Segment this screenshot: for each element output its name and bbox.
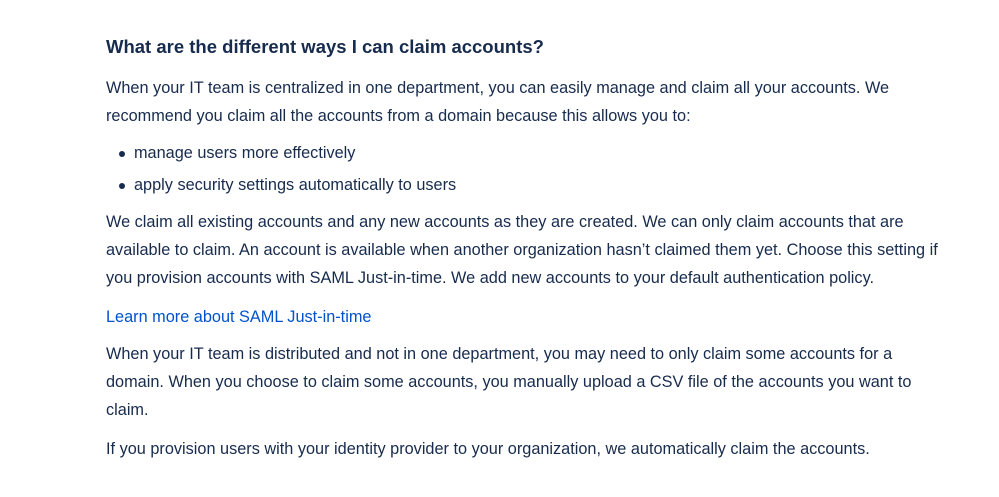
list-item: manage users more effectively <box>134 141 986 165</box>
intro-line-2: recommend you claim all the accounts from a domain because this allows you to: <box>106 107 691 125</box>
claim-all-paragraph <box>106 208 986 292</box>
section-heading: What are the different ways I can claim accounts? <box>106 36 544 57</box>
intro-paragraph <box>106 74 986 130</box>
distributed-paragraph <box>106 340 986 424</box>
distributed-line-3: claim. <box>106 401 149 419</box>
distributed-line-2: domain. When you choose to claim some accounts, you manually upload a CSV file of the accounts you want to <box>106 373 912 391</box>
provision-line: If you provision users with your identity provider to your organization, we automatically claim the accounts. <box>106 440 870 458</box>
list-item: apply security settings automatically to users <box>134 173 986 197</box>
claim-all-line-2: available to claim. An account is available when another organization hasn’t claimed them yet. Choose this setting if <box>106 241 938 259</box>
provision-paragraph <box>106 435 986 463</box>
claim-all-line-1: We claim all existing accounts and any new accounts as they are created. We can only claim accounts that are <box>106 213 904 231</box>
intro-line-1: When your IT team is centralized in one department, you can easily manage and claim all your accounts. We <box>106 79 890 97</box>
benefits-list <box>106 141 986 197</box>
saml-just-in-time-link[interactable]: Learn more about SAML Just-in-time <box>106 308 372 326</box>
article-content <box>106 34 986 474</box>
claim-all-line-3: you provision accounts with SAML Just-in-time. We add new accounts to your default authentication policy. <box>106 269 875 287</box>
distributed-line-1: When your IT team is distributed and not in one department, you may need to only claim some accounts for a <box>106 345 893 363</box>
